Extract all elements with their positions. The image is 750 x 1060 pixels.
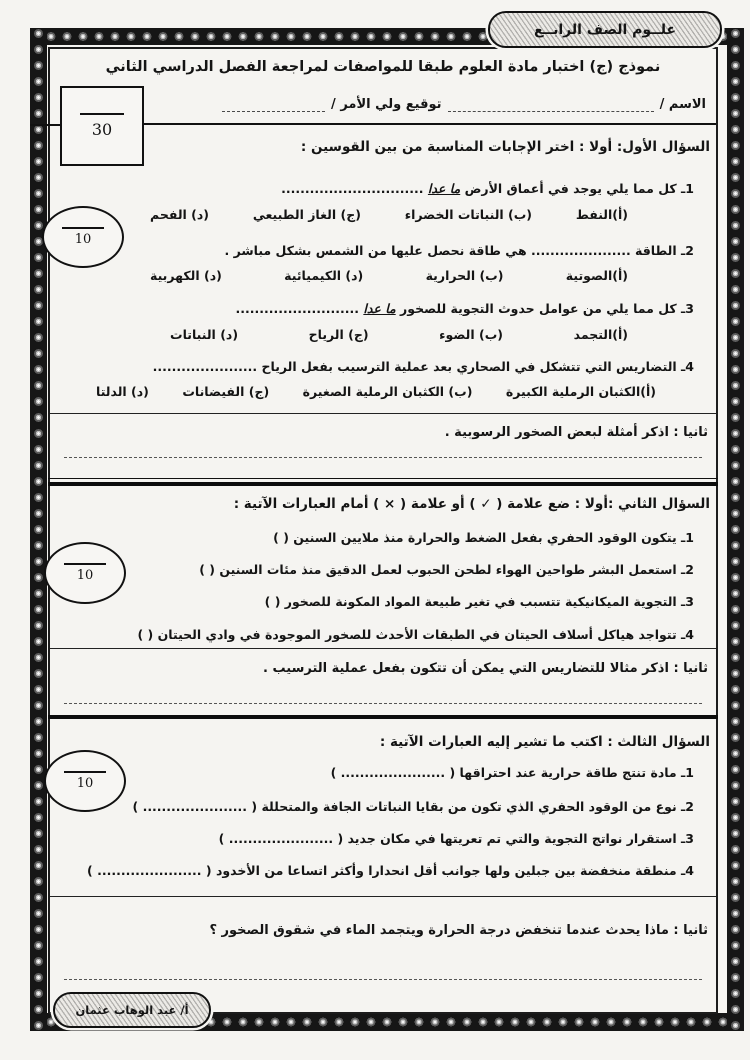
section2-score-oval xyxy=(44,542,126,604)
guardian-signature-label: توقيع ولي الأمر / xyxy=(331,97,442,112)
q1-item4-text xyxy=(153,359,694,374)
option-c: (د) الكيميائية xyxy=(284,268,364,283)
option-a: (أ)الكثبان الرملية الكبيرة xyxy=(505,384,656,399)
section-divider-thick xyxy=(48,482,718,486)
exam-title: نموذج (ج) اختبار مادة العلوم طبقا للمواصفات لمراجعة الفصل الدراسي الثاني xyxy=(105,59,661,75)
q1-item1-pre: 1ـ كل مما يلي يوجد في أعماق الأرض xyxy=(460,181,694,196)
score-blank-line xyxy=(62,227,104,229)
score-blank-line xyxy=(80,113,124,115)
option-c: (ج) الغاز الطبيعي xyxy=(252,207,361,222)
header-rule xyxy=(138,123,716,125)
option-d: (د) الدلتا xyxy=(96,384,149,399)
q1-item3-options xyxy=(170,327,628,342)
score-blank-line xyxy=(64,563,106,565)
rosette-border-left xyxy=(30,28,47,1031)
section1-score-value: 10 xyxy=(74,232,92,247)
option-b: (ب) الكثبان الرملية الصغيرة xyxy=(302,384,473,399)
q1-item2-options xyxy=(150,268,628,283)
q1-item4-blank: ...................... xyxy=(152,359,258,374)
q2-item2: 2ـ استعمل البشر طواحين الهواء لطحن الحبوب لعمل الدقيق منذ مئات السنين ( ) xyxy=(199,562,694,577)
section-divider-thin xyxy=(48,478,718,479)
section3-heading: السؤال الثالث : اكتب ما تشير إليه العبارات الآتية : xyxy=(379,734,710,750)
section2-divider-thick xyxy=(48,715,718,719)
q3-item2: 2ـ نوع من الوقود الحفري الذي تكون من بقايا النباتات الجافة والمتحللة ( ...................... ) xyxy=(132,799,694,814)
q1-item1-text xyxy=(281,181,694,196)
q1-item2-text xyxy=(224,243,694,258)
section1-heading: السؤال الأول: أولا : اختر الإجابات المناسبة من بين القوسين : xyxy=(300,139,710,155)
total-score-value: 30 xyxy=(91,120,113,139)
q1-item3-blank: .......................... xyxy=(235,301,364,316)
score-blank-line xyxy=(64,771,106,773)
option-a: (أ)النفط xyxy=(575,207,628,222)
section2-score-value: 10 xyxy=(76,568,94,583)
name-label: الاسم / xyxy=(659,97,706,112)
q1-item3-text xyxy=(236,301,694,316)
section2-part2-prompt: ثانيا : اذكر مثالا للتضاريس التي يمكن أن تتكون بفعل عملية الترسيب . xyxy=(263,661,708,676)
q1-item1-options xyxy=(150,207,628,222)
section3-separator xyxy=(50,896,716,897)
option-b: (ب) النباتات الخضراء xyxy=(404,207,533,222)
section3-part2-prompt: ثانيا : ماذا يحدث عندما تنخفض درجة الحرارة ويتجمد الماء في شقوق الصخور ؟ xyxy=(209,923,708,938)
option-b: (ب) الضوء xyxy=(439,327,504,342)
q1-item3-except: ما عدا xyxy=(363,301,396,316)
q2-item3: 3ـ التجوية الميكانيكية تتسبب في تغير طبيعة المواد المكونة للصخور ( ) xyxy=(264,594,694,609)
section1-score-oval xyxy=(42,206,124,268)
name-row xyxy=(222,97,706,112)
q1-item4-pre: 4ـ التضاريس التي تتشكل في الصحاري بعد عملية الترسيب بفعل الرياح xyxy=(257,359,694,374)
section3-score-oval xyxy=(44,750,126,812)
total-score-box xyxy=(60,86,144,166)
name-blank-line xyxy=(448,98,654,112)
header-rule-stub xyxy=(30,124,62,126)
option-d: (د) الكهربية xyxy=(150,268,222,283)
q1-item2-pre: 2ـ الطاقة ..................... هي طاقة نحصل عليها من الشمس بشكل مباشر . xyxy=(224,243,694,258)
section2-separator xyxy=(50,648,716,649)
option-d: (د) الفحم xyxy=(150,207,210,222)
grade-badge: علــوم الصف الرابــع xyxy=(488,11,722,48)
section1-separator xyxy=(50,413,716,414)
section1-part2-prompt: ثانيا : اذكر أمثلة لبعض الصخور الرسوبية . xyxy=(444,425,708,440)
q3-item3: 3ـ استقرار نواتج التجوية والتي تم تعريتها في مكان جديد ( ...................... ) xyxy=(218,831,694,846)
q2-item1: 1ـ يتكون الوقود الحفري بفعل الضغط والحرارة منذ ملايين السنين ( ) xyxy=(273,530,694,545)
option-d: (د) النباتات xyxy=(170,327,239,342)
q1-item1-except: ما عدا xyxy=(427,181,461,196)
q1-item1-blank: .............................. xyxy=(281,181,428,196)
section3-score-value: 10 xyxy=(76,776,94,791)
option-a: (أ)الصوتية xyxy=(565,268,628,283)
exam-frame xyxy=(48,47,718,1014)
rosette-border-right xyxy=(727,28,744,1031)
option-c: (ج) الرياح xyxy=(308,327,369,342)
q3-item4: 4ـ منطقة منخفضة بين جبلين ولها جوانب أقل انحدارا وأكثر اتساعا من الأخدود ( ...................... ) xyxy=(87,863,694,878)
section3-answer-line xyxy=(64,979,702,980)
guardian-blank-line xyxy=(222,98,325,112)
section1-answer-line xyxy=(64,457,702,458)
q1-item4-options xyxy=(96,384,656,399)
q3-item1: 1ـ مادة تنتج طاقة حرارية عند احتراقها ( ...................... ) xyxy=(330,765,694,780)
section2-heading: السؤال الثاني :أولا : ضع علامة ( ✓ ) أو علامة ( × ) أمام العبارات الآتية : xyxy=(233,496,710,512)
option-b: (ب) الحرارية xyxy=(425,268,504,283)
option-a: (أ)التجمد xyxy=(573,327,628,342)
teacher-badge: أ/ عبد الوهاب عثمان xyxy=(53,992,211,1028)
section2-answer-line xyxy=(64,703,702,704)
q2-item4: 4ـ تتواجد هياكل أسلاف الحيتان في الطبقات الأحدث للصخور الموجودة في وادي الحيتان ( ) xyxy=(137,627,694,642)
q1-item3-pre: 3ـ كل مما يلي من عوامل حدوث التجوية للصخور xyxy=(395,301,694,316)
option-c: (ج) الفيضانات xyxy=(182,384,270,399)
